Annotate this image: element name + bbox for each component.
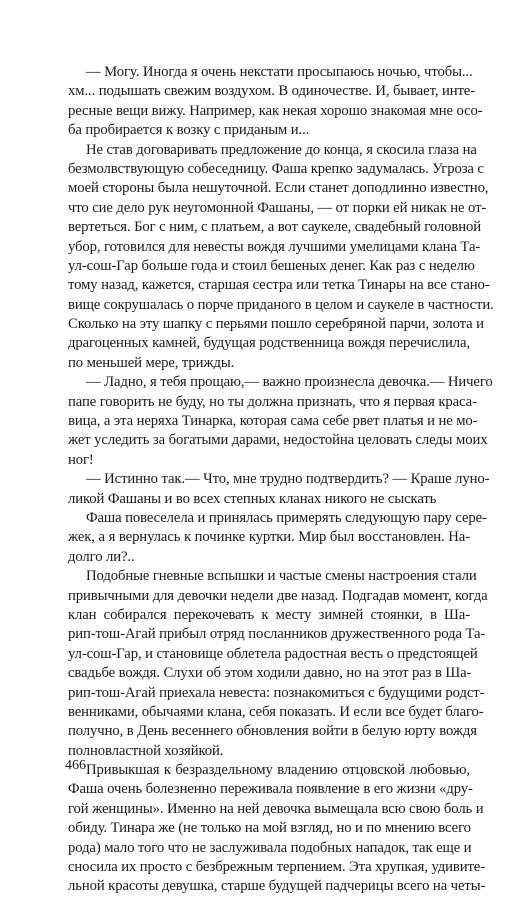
text-line: клан собирался перекочевать к месту зимней стоянки, в Ша- xyxy=(68,606,470,623)
text-line: — Истинно так.— Что, мне трудно подтвердить? — Краше луно- xyxy=(86,471,490,488)
text-line: Не став договаривать предложение до конца, я скосила глаза на xyxy=(86,141,477,158)
text-line: рип-тош-Агай приехала невеста: познакомиться с будущими родст- xyxy=(68,684,485,701)
text-line: Фаша очень болезненно переживала появление в его жизни «дру- xyxy=(68,781,473,798)
text-line: Сколько на эту шапку с перьями пошло серебряной парчи, золота и xyxy=(68,316,484,333)
text-line: — Могу. Иногда я очень некстати просыпаюсь ночью, чтобы... xyxy=(86,64,473,80)
text-line: привычными для девочки недели две назад. Подгадав момент, когда xyxy=(68,587,488,604)
text-line: — Ладно, я тебя прощаю,— важно произнесла девочка.— Ничего xyxy=(86,374,493,391)
text-line: ликой Фашаны и во всех степных кланах никого не сыскать xyxy=(68,490,437,507)
text-line: получно, в День весеннего обновления войти в белую юрту вождя xyxy=(68,723,477,740)
text-line: ног! xyxy=(68,451,94,468)
text-line: жет уследить за богатыми дарами, недостойна целовать следы моих xyxy=(68,432,488,449)
text-line: полновластной хозяйкой. xyxy=(68,742,224,759)
text-line: льной красоты девушка, старше будущей падчерицы всего на четы- xyxy=(68,878,486,895)
text-line: драгоценных камней, будущая родственница вождя перечислила, xyxy=(68,335,471,352)
text-line: венниками, обычаями клана, себя показать. И если все будет благо- xyxy=(68,703,484,720)
page-number: 466 xyxy=(65,758,86,773)
text-line: Подобные гневные вспышки и частые смены настроения стали xyxy=(86,568,477,585)
text-line: тому назад, кажется, старшая сестра или тетка Тинары на все стано- xyxy=(68,277,490,294)
text-line: хм... подышать свежим воздухом. В одиночестве. И, бывает, инте- xyxy=(68,83,476,100)
text-line: папе говорить не буду, но ты должна признать, что я первая краса- xyxy=(68,393,477,410)
text-line: безмолвствующую собеседницу. Фаша крепко задумалась. Угроза с xyxy=(68,160,484,177)
text-line: долго ли?.. xyxy=(68,548,135,565)
text-line: вертеться. Бог с ним, с платьем, а вот саукеле, свадебный головной xyxy=(68,219,481,236)
text-line: Фаша повеселела и принялась примерять следующую пару сере- xyxy=(86,509,487,526)
text-line: ул-сош-Гар, и становище облетела радостная весть о предстоящей xyxy=(68,645,478,662)
text-line: вица, а эта неряха Тинарка, которая сама себе рвет платья и не мо- xyxy=(68,413,478,430)
text-line: моей стороны была нешуточной. Если станет доподлинно известно, xyxy=(68,180,489,197)
text-line: вище сокрушалась о порче приданого в целом и саукеле в частности. xyxy=(68,296,494,313)
text-line: ба пробирается к возку с приданым и... xyxy=(68,122,310,139)
text-line: свадьбе вождя. Слухи об этом ходили давно, но на этот раз в Ша- xyxy=(68,665,472,682)
text-line: обиду. Тинара же (не только на мой взгляд, но и по мнению всего xyxy=(68,820,471,837)
text-line: гой женщины». Именно на ней девочка вымещала всю свою боль и xyxy=(68,800,484,817)
text-line: по меньшей мере, трижды. xyxy=(68,354,235,371)
text-line: убор, готовился для невесты вождя лучшими умелицами клана Та- xyxy=(68,238,481,255)
text-line: ресные вещи вижу. Например, как некая хорошо знакомая мне осо- xyxy=(68,102,483,119)
text-line: рип-тош-Агай прибыл отряд посланников дружественного рода Та- xyxy=(68,626,486,643)
text-line: рода) мало того что не заслуживала подобных нападок, так еще и xyxy=(68,839,472,856)
text-line: что сие дело рук неугомонной Фашаны, — от порки ей никак не от- xyxy=(68,199,487,216)
text-line: жек, а я вернулась к починке куртки. Мир был восстановлен. На- xyxy=(68,529,470,546)
text-line: сносила их просто с безбрежным терпением. Эта хрупкая, удивите- xyxy=(68,859,486,876)
text-line: Привыкшая к безраздельному владению отцовской любовью, xyxy=(86,762,470,779)
text-line: ул-сош-Гар больше года и стоил бешеных денег. Как раз с неделю xyxy=(68,257,475,274)
